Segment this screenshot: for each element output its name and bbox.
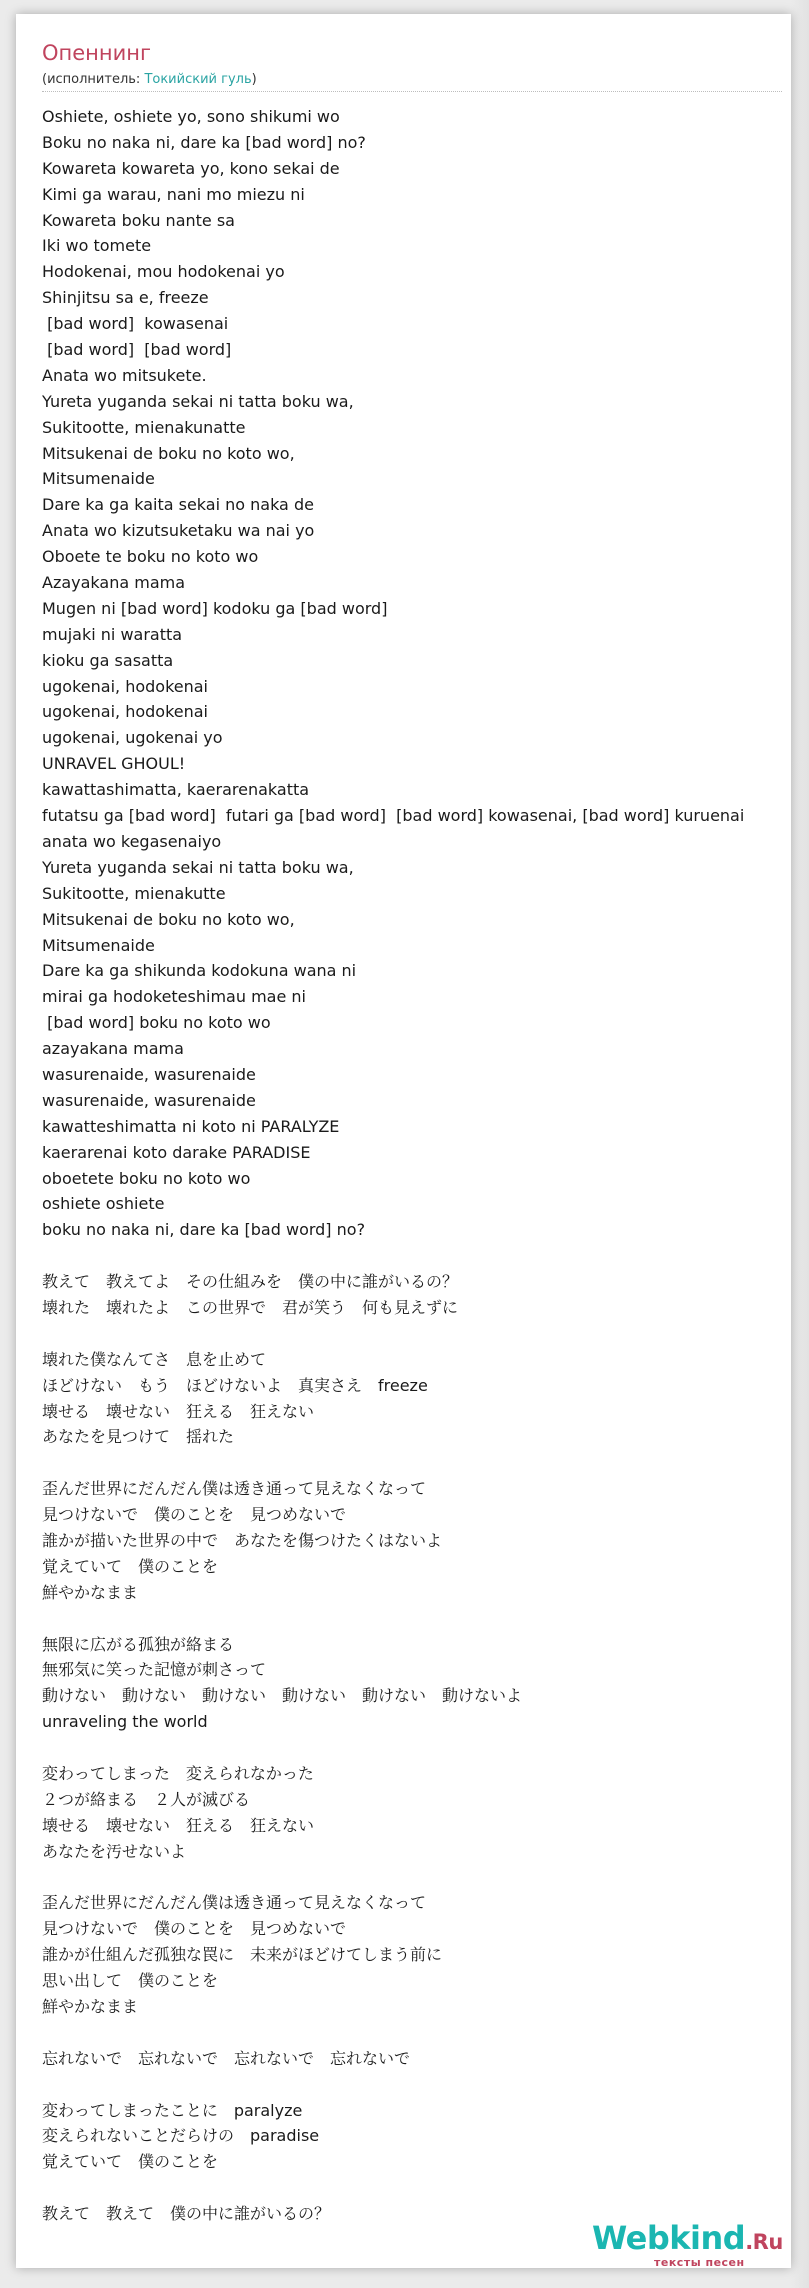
lyric-line: [bad word] boku no koto wo — [42, 1013, 271, 1033]
lyric-line: kawatteshimatta ni koto ni PARALYZE — [42, 1116, 340, 1136]
lyric-line — [42, 1321, 791, 1347]
lyric-line: 思い出して 僕のことを — [42, 1971, 219, 1991]
lyric-line: Oboete te boku no koto wo — [42, 547, 259, 567]
artist-suffix: ) — [251, 72, 257, 87]
lyric-line: Anata wo mitsukete. — [42, 365, 207, 385]
lyric-line: 動けない 動けない 動けない 動けない 動けない 動けないよ — [42, 1686, 523, 1706]
lyric-line: Sukitootte, mienakunatte — [42, 417, 246, 437]
lyric-line: kawattashimatta, kaerarenakatta — [42, 780, 310, 800]
lyric-line: 鮮やかなまま — [42, 1997, 139, 2017]
lyric-line: Boku no naka ni, dare ka [bad word] no? — [42, 132, 366, 152]
header-divider — [42, 91, 782, 92]
lyric-line: Oshiete, oshiete yo, sono shikumi wo — [42, 107, 340, 126]
lyric-line: Dare ka ga shikunda kodokuna wana ni — [42, 961, 357, 981]
lyric-line: Dare ka ga kaita sekai no naka de — [42, 495, 314, 515]
lyric-line: wasurenaide, wasurenaide — [42, 1064, 256, 1084]
lyric-line: Mitsukenai de boku no koto wo, — [42, 443, 295, 463]
lyric-line — [42, 2020, 791, 2046]
lyric-line: [bad word] [bad word] — [42, 340, 232, 360]
lyric-line: azayakana mama — [42, 1039, 184, 1059]
lyric-line: ugokenai, hodokenai — [42, 676, 208, 696]
lyric-line: 誰かが描いた世界の中で あなたを傷つけたくはないよ — [42, 1530, 443, 1550]
logo-name: Webkind — [592, 2219, 746, 2257]
lyric-line — [42, 1243, 791, 1269]
lyric-line — [42, 2072, 791, 2098]
lyric-line: Kimi ga warau, nani mo miezu ni — [42, 184, 305, 204]
lyric-line: Mitsukenai de boku no koto wo, — [42, 909, 295, 929]
lyric-line: 歪んだ世界にだんだん僕は透き通って見えなくなって — [42, 1479, 427, 1499]
lyric-line: boku no naka ni, dare ka [bad word] no? — [42, 1220, 366, 1240]
lyric-line: Sukitootte, mienakutte — [42, 883, 226, 903]
lyric-line: Kowareta kowareta yo, kono sekai de — [42, 158, 340, 178]
lyric-line — [42, 2175, 791, 2201]
logo-tld: .Ru — [745, 2230, 783, 2254]
song-title: Опеннинг — [42, 41, 152, 65]
lyric-line: Mitsumenaide — [42, 935, 155, 955]
webkind-logo[interactable] — [592, 2218, 791, 2268]
lyric-line: unraveling the world — [42, 1712, 208, 1732]
lyric-line: 見つけないで 僕のことを 見つめないで — [42, 1505, 347, 1525]
lyric-line: 無邪気に笑った記憶が刺さって — [42, 1660, 267, 1680]
artist-prefix: (исполнитель: — [42, 72, 145, 87]
lyric-line: Hodokenai, mou hodokenai yo — [42, 262, 285, 282]
lyric-line: ほどけない もう ほどけないよ 真実さえ freeze — [42, 1375, 428, 1395]
lyric-line: 教えて 教えてよ その仕組みを 僕の中に誰がいるの？ — [42, 1272, 459, 1292]
lyric-line: oshiete oshiete — [42, 1194, 165, 1214]
lyric-line: ２つが絡まる ２人が滅びる — [42, 1789, 251, 1809]
lyric-line: Kowareta boku nante sa — [42, 210, 235, 230]
lyric-line: あなたを汚せないよ — [42, 1841, 187, 1861]
lyrics-card — [16, 14, 791, 2268]
lyric-line: Mitsumenaide — [42, 469, 155, 489]
lyric-line: Anata wo kizutsuketaku wa nai yo — [42, 521, 315, 541]
lyric-line: 教えて 教えて 僕の中に誰がいるの？ — [42, 2204, 331, 2224]
lyric-line: 覚えていて 僕のことを — [42, 1556, 219, 1576]
lyric-line: Iki wo tomete — [42, 236, 152, 256]
lyric-line: 歪んだ世界にだんだん僕は透き通って見えなくなって — [42, 1893, 427, 1913]
lyric-line: Azayakana mama — [42, 573, 186, 593]
lyric-line: mujaki ni waratta — [42, 624, 183, 644]
lyric-line: wasurenaide, wasurenaide — [42, 1090, 256, 1110]
lyric-line — [42, 1606, 791, 1632]
lyric-line: [bad word] kowasenai — [42, 314, 229, 334]
lyric-line: kioku ga sasatta — [42, 650, 174, 670]
lyric-line: ugokenai, hodokenai — [42, 702, 208, 722]
lyric-line: 変えられないことだらけの paradise — [42, 2126, 320, 2146]
lyric-line: 壊せる 壊せない 狂える 狂えない — [42, 1815, 315, 1835]
lyric-line: Shinjitsu sa e, freeze — [42, 288, 209, 308]
lyric-line: 壊れた僕なんてさ 息を止めて — [42, 1349, 267, 1369]
lyrics-text — [42, 104, 791, 2227]
lyric-line: 鮮やかなまま — [42, 1582, 139, 1602]
lyric-line: 壊せる 壊せない 狂える 狂えない — [42, 1401, 315, 1421]
lyric-line: 壊れた 壊れたよ この世界で 君が笑う 何も見えずに — [42, 1297, 459, 1317]
lyric-line: あなたを見つけて 揺れた — [42, 1427, 235, 1447]
lyric-line: UNRAVEL GHOUL! — [42, 754, 186, 774]
lyric-line: 誰かが仕組んだ孤独な罠に 未来がほどけてしまう前に — [42, 1945, 443, 1965]
lyric-line: 変わってしまったことに paralyze — [42, 2100, 303, 2120]
lyric-line — [42, 1865, 791, 1891]
lyric-line: futatsu ga [bad word] futari ga [bad word] [bad word] kowasenai, [bad word] kuruenai — [42, 806, 745, 826]
lyric-line: Yureta yuganda sekai ni tatta boku wa, — [42, 857, 354, 877]
lyric-line: 忘れないで 忘れないで 忘れないで 忘れないで — [42, 2048, 411, 2068]
lyric-line: oboetete boku no koto wo — [42, 1168, 251, 1188]
lyric-line: Mugen ni [bad word] kodoku ga [bad word] — [42, 598, 388, 618]
lyric-line: 無限に広がる孤独が絡まる — [42, 1634, 235, 1654]
lyric-line: Yureta yuganda sekai ni tatta boku wa, — [42, 391, 354, 411]
page-backdrop — [791, 0, 809, 2288]
lyric-line: ugokenai, ugokenai yo — [42, 728, 223, 748]
lyric-line: kaerarenai koto darake PARADISE — [42, 1142, 311, 1162]
logo-tagline: тексты песен — [654, 2256, 745, 2268]
lyric-line: 変わってしまった 変えられなかった — [42, 1764, 314, 1783]
lyric-line: mirai ga hodoketeshimau mae ni — [42, 987, 306, 1007]
artist-line — [42, 72, 257, 88]
lyric-line — [42, 1450, 791, 1476]
lyric-line: 見つけないで 僕のことを 見つめないで — [42, 1919, 347, 1939]
lyric-line: 覚えていて 僕のことを — [42, 2152, 219, 2172]
artist-link[interactable]: Токийский гуль — [144, 72, 252, 87]
lyric-line: anata wo kegasenaiyo — [42, 831, 222, 851]
lyric-line — [42, 1735, 791, 1761]
